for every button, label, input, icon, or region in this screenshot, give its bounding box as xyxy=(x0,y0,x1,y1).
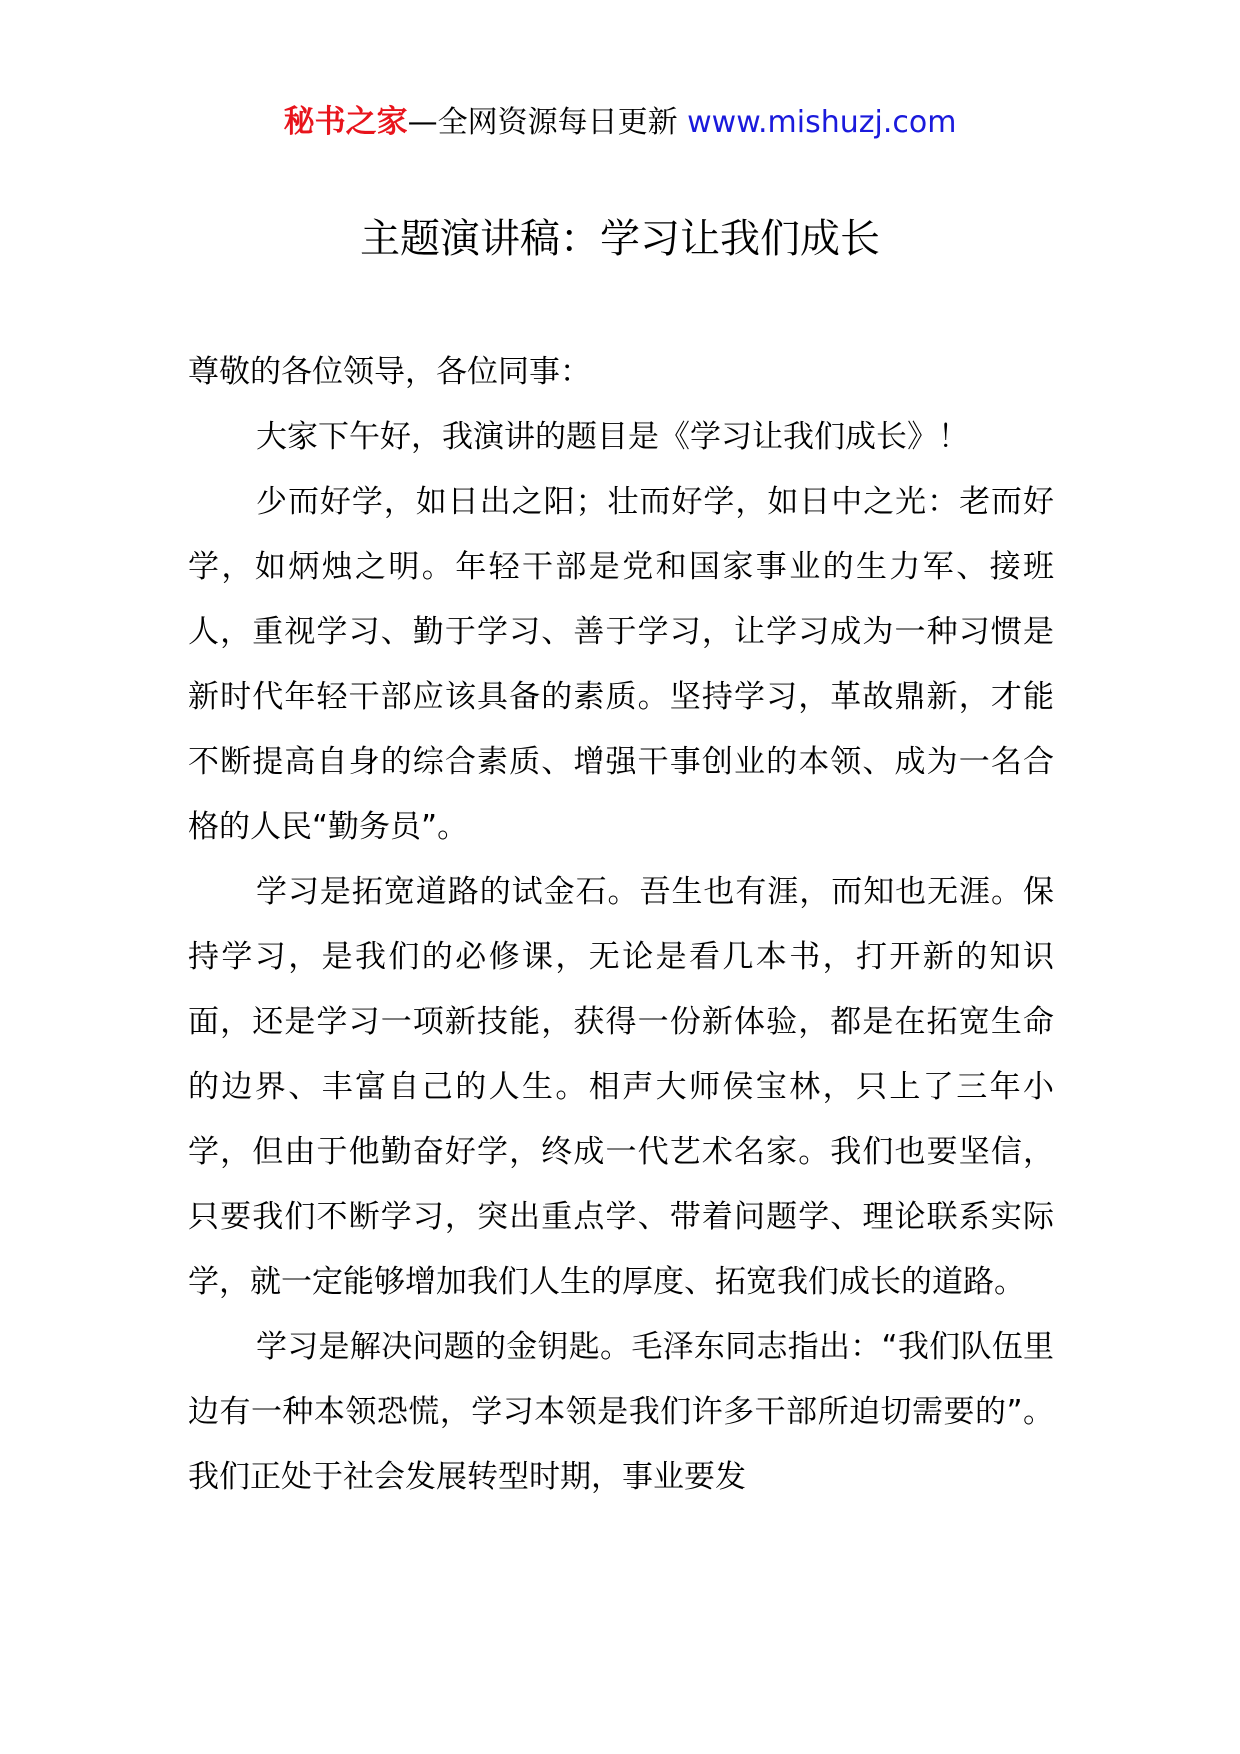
paragraph-1: 大家下午好，我演讲的题目是《学习让我们成长》！ xyxy=(256,419,969,455)
paragraph-2: 少而好学，如日出之阳；壮而好学，如日中之光：老而好学，如炳烛之明。年轻干部是党和国家事业的生力军、接班人，重视学习、勤于学习、善于学习，让学习成为一种习惯是新时代年轻干部应该具备的素质。坚持学习，革故鼎新，才能不断提高自身的综合素质、增强干事创业的本领、成为一名合格的人民“勤务员”。 xyxy=(188,484,1054,845)
paragraph-4: 学习是解决问题的金钥匙。毛泽东同志指出：“我们队伍里边有一种本领恐慌，学习本领是我们许多干部所迫切需要的”。我们正处于社会发展转型时期，事业要发 xyxy=(188,1329,1054,1495)
salutation: 尊敬的各位领导，各位同事： xyxy=(188,354,591,390)
brand-name: 秘书之家 xyxy=(283,104,408,140)
document-body xyxy=(188,340,1054,1510)
header-tagline: —全网资源每日更新 xyxy=(407,105,678,140)
page-header xyxy=(0,100,1240,145)
site-url-link[interactable]: www.mishuzj.com xyxy=(687,105,957,140)
paragraph-3: 学习是拓宽道路的试金石。吾生也有涯，而知也无涯。保持学习，是我们的必修课，无论是看几本书，打开新的知识面，还是学习一项新技能，获得一份新体验，都是在拓宽生命的边界、丰富自己的人生。相声大师侯宝林，只上了三年小学，但由于他勤奋好学，终成一代艺术名家。我们也要坚信，只要我们不断学习，突出重点学、带着问题学、理论联系实际学，就一定能够增加我们人生的厚度、拓宽我们成长的道路。 xyxy=(188,874,1054,1300)
document-title: 主题演讲稿：学习让我们成长 xyxy=(360,216,880,262)
